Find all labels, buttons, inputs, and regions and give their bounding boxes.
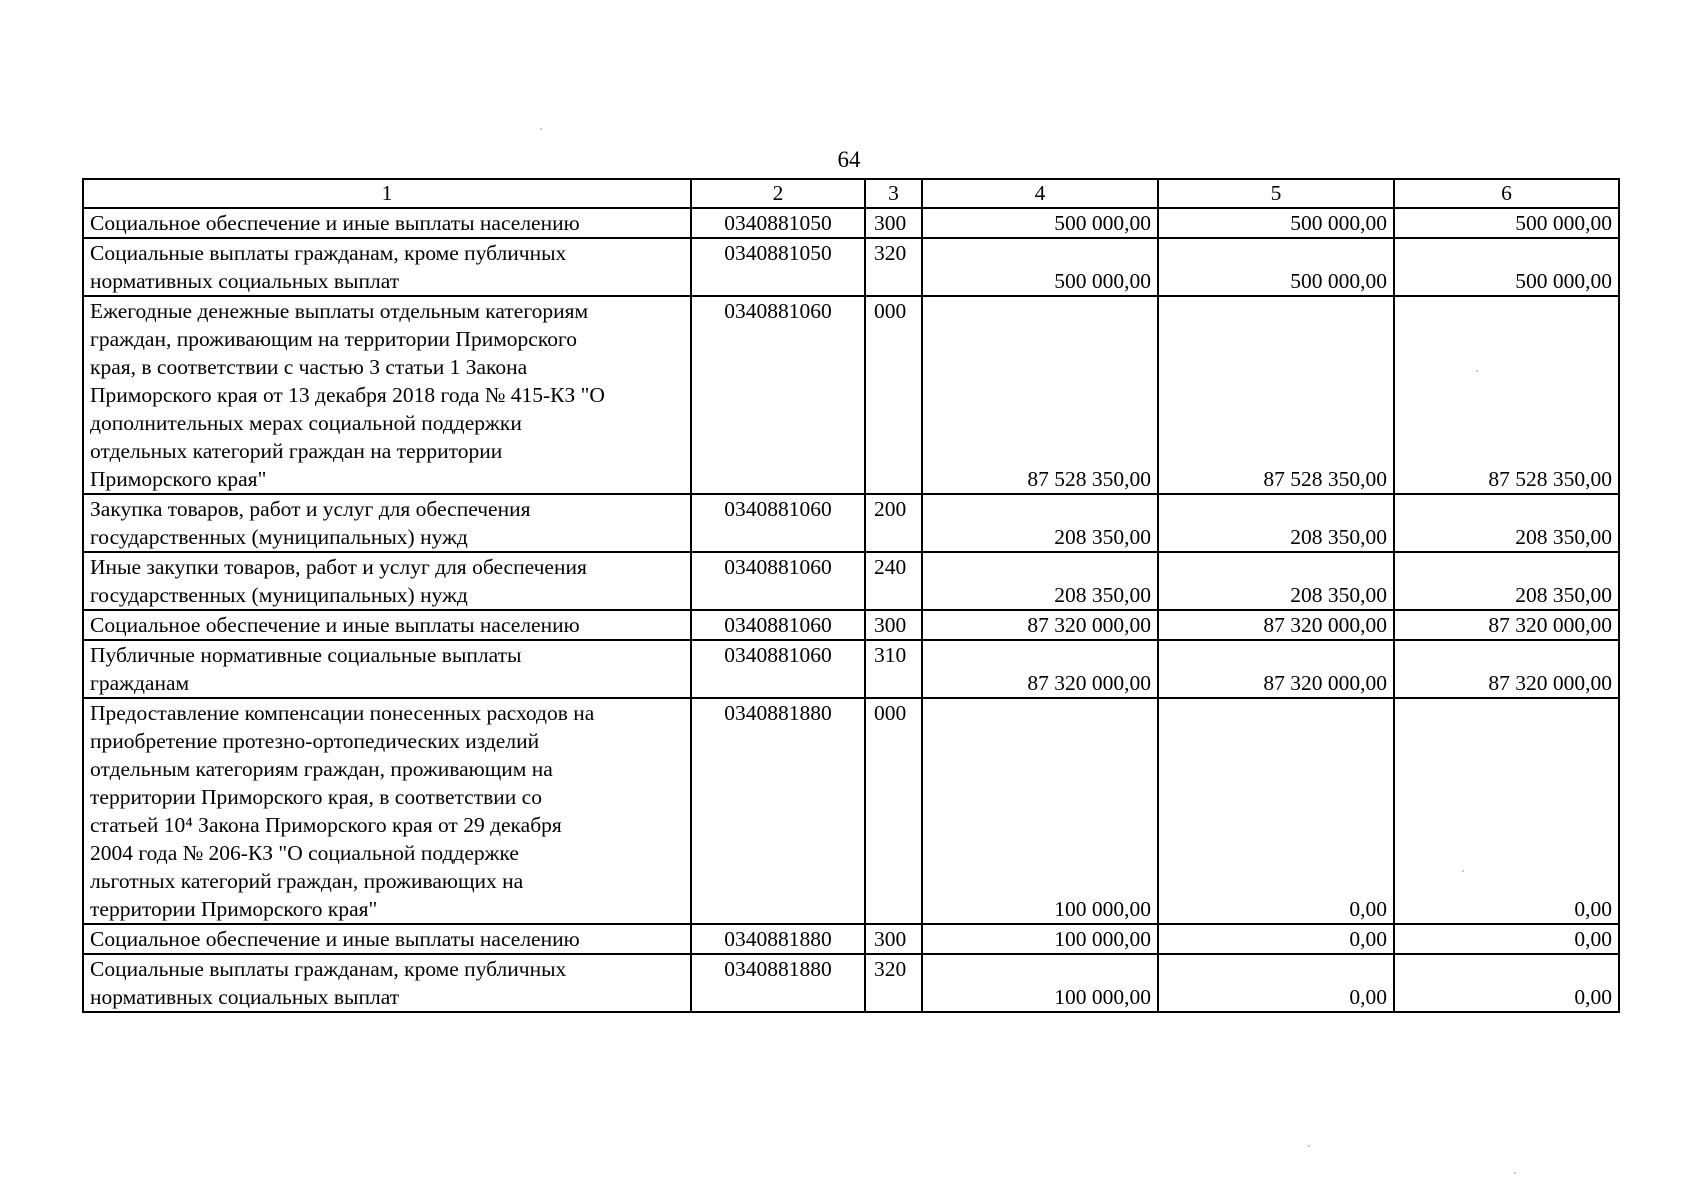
scan-speck bbox=[1514, 1172, 1516, 1174]
scan-speck bbox=[1308, 1145, 1310, 1147]
row-amount-col4: 208 350,00 bbox=[922, 494, 1158, 552]
row-name-text: Социальное обеспечение и иные выплаты населению bbox=[90, 927, 580, 951]
table-row bbox=[83, 552, 1619, 610]
table-header-row bbox=[83, 179, 1619, 208]
row-amount-col4: 100 000,00 bbox=[922, 954, 1158, 1012]
row-target-code: 0340881060 bbox=[691, 552, 865, 610]
row-target-code: 0340881880 bbox=[691, 698, 865, 924]
row-name-text: Социальное обеспечение и иные выплаты населению bbox=[90, 613, 580, 637]
row-amount-col6: 87 320 000,00 bbox=[1394, 610, 1619, 640]
table-row bbox=[83, 698, 1619, 924]
row-amount-col5: 87 320 000,00 bbox=[1158, 610, 1394, 640]
table-row bbox=[83, 238, 1619, 296]
row-amount-col6: 87 528 350,00 bbox=[1394, 296, 1619, 494]
page-number: 64 bbox=[837, 147, 861, 172]
row-name bbox=[83, 954, 691, 1012]
row-name-text: Иные закупки товаров, работ и услуг для обеспечения государственных (муниципальных) нужд bbox=[90, 555, 587, 607]
column-header-1: 1 bbox=[83, 179, 691, 208]
row-expense-type: 200 bbox=[865, 494, 922, 552]
table-row bbox=[83, 924, 1619, 954]
row-expense-type: 300 bbox=[865, 208, 922, 238]
table-row bbox=[83, 610, 1619, 640]
row-name-text: Социальные выплаты гражданам, кроме публичных нормативных социальных выплат bbox=[90, 241, 567, 293]
row-name bbox=[83, 698, 691, 924]
row-name bbox=[83, 552, 691, 610]
column-header-4: 4 bbox=[922, 179, 1158, 208]
table-row bbox=[83, 296, 1619, 494]
row-amount-col6: 500 000,00 bbox=[1394, 208, 1619, 238]
row-amount-col5: 87 528 350,00 bbox=[1158, 296, 1394, 494]
table-row bbox=[83, 494, 1619, 552]
row-amount-col4: 87 320 000,00 bbox=[922, 610, 1158, 640]
table-body bbox=[83, 208, 1619, 1012]
budget-table bbox=[82, 178, 1620, 1013]
row-target-code: 0340881880 bbox=[691, 954, 865, 1012]
row-amount-col6: 0,00 bbox=[1394, 954, 1619, 1012]
row-expense-type: 300 bbox=[865, 610, 922, 640]
row-amount-col6: 0,00 bbox=[1394, 698, 1619, 924]
row-name-text: Социальные выплаты гражданам, кроме публичных нормативных социальных выплат bbox=[90, 957, 567, 1009]
row-amount-col6: 87 320 000,00 bbox=[1394, 640, 1619, 698]
row-amount-col6: 208 350,00 bbox=[1394, 552, 1619, 610]
row-expense-type: 300 bbox=[865, 924, 922, 954]
row-amount-col5: 500 000,00 bbox=[1158, 208, 1394, 238]
row-amount-col6: 208 350,00 bbox=[1394, 494, 1619, 552]
table-row bbox=[83, 954, 1619, 1012]
row-expense-type: 240 bbox=[865, 552, 922, 610]
row-name-text: Закупка товаров, работ и услуг для обеспечения государственных (муниципальных) нужд bbox=[90, 497, 531, 549]
column-header-2: 2 bbox=[691, 179, 865, 208]
row-amount-col4: 87 320 000,00 bbox=[922, 640, 1158, 698]
row-name bbox=[83, 238, 691, 296]
row-amount-col6: 0,00 bbox=[1394, 924, 1619, 954]
row-amount-col5: 500 000,00 bbox=[1158, 238, 1394, 296]
row-target-code: 0340881050 bbox=[691, 208, 865, 238]
scan-speck bbox=[540, 128, 542, 130]
row-name bbox=[83, 296, 691, 494]
row-amount-col5: 208 350,00 bbox=[1158, 552, 1394, 610]
row-amount-col4: 208 350,00 bbox=[922, 552, 1158, 610]
row-name-text: Ежегодные денежные выплаты отдельным категориям граждан, проживающим на территории Приморского края, в соответствии с частью 3 статьи 1 Закона Приморского края от 13 декабря 2018 года № 415-КЗ "О дополнительных мерах социальной поддержки отдельных категорий граждан на территории Приморского края" bbox=[90, 299, 605, 491]
scan-speck bbox=[1462, 870, 1464, 872]
row-target-code: 0340881060 bbox=[691, 610, 865, 640]
row-expense-type: 320 bbox=[865, 238, 922, 296]
column-header-6: 6 bbox=[1394, 179, 1619, 208]
row-target-code: 0340881880 bbox=[691, 924, 865, 954]
row-amount-col5: 87 320 000,00 bbox=[1158, 640, 1394, 698]
row-expense-type: 310 bbox=[865, 640, 922, 698]
row-name bbox=[83, 640, 691, 698]
row-amount-col5: 0,00 bbox=[1158, 924, 1394, 954]
row-amount-col4: 500 000,00 bbox=[922, 238, 1158, 296]
row-amount-col4: 100 000,00 bbox=[922, 698, 1158, 924]
row-name bbox=[83, 610, 691, 640]
table-row bbox=[83, 640, 1619, 698]
row-expense-type: 320 bbox=[865, 954, 922, 1012]
row-target-code: 0340881060 bbox=[691, 640, 865, 698]
row-name-text: Публичные нормативные социальные выплаты гражданам bbox=[90, 643, 522, 695]
row-name bbox=[83, 208, 691, 238]
row-amount-col4: 87 528 350,00 bbox=[922, 296, 1158, 494]
row-expense-type: 000 bbox=[865, 698, 922, 924]
row-amount-col4: 500 000,00 bbox=[922, 208, 1158, 238]
row-name bbox=[83, 494, 691, 552]
scan-speck bbox=[1476, 370, 1478, 372]
table-row bbox=[83, 208, 1619, 238]
row-target-code: 0340881060 bbox=[691, 296, 865, 494]
row-amount-col5: 0,00 bbox=[1158, 698, 1394, 924]
row-amount-col5: 208 350,00 bbox=[1158, 494, 1394, 552]
row-amount-col4: 100 000,00 bbox=[922, 924, 1158, 954]
row-name bbox=[83, 924, 691, 954]
row-target-code: 0340881050 bbox=[691, 238, 865, 296]
row-amount-col6: 500 000,00 bbox=[1394, 238, 1619, 296]
row-name-text: Социальное обеспечение и иные выплаты населению bbox=[90, 211, 580, 235]
row-expense-type: 000 bbox=[865, 296, 922, 494]
row-target-code: 0340881060 bbox=[691, 494, 865, 552]
row-amount-col5: 0,00 bbox=[1158, 954, 1394, 1012]
row-name-text: Предоставление компенсации понесенных расходов на приобретение протезно-ортопедических изделий отдельным категориям граждан, проживающим на территории Приморского края, в соответствии со статьей 10⁴ Закона Приморского края от 29 декабря 2004 года № 206-КЗ "О социальной поддержке льготных категорий граждан, проживающих на территории Приморского края" bbox=[90, 701, 595, 921]
column-header-3: 3 bbox=[865, 179, 922, 208]
column-header-5: 5 bbox=[1158, 179, 1394, 208]
